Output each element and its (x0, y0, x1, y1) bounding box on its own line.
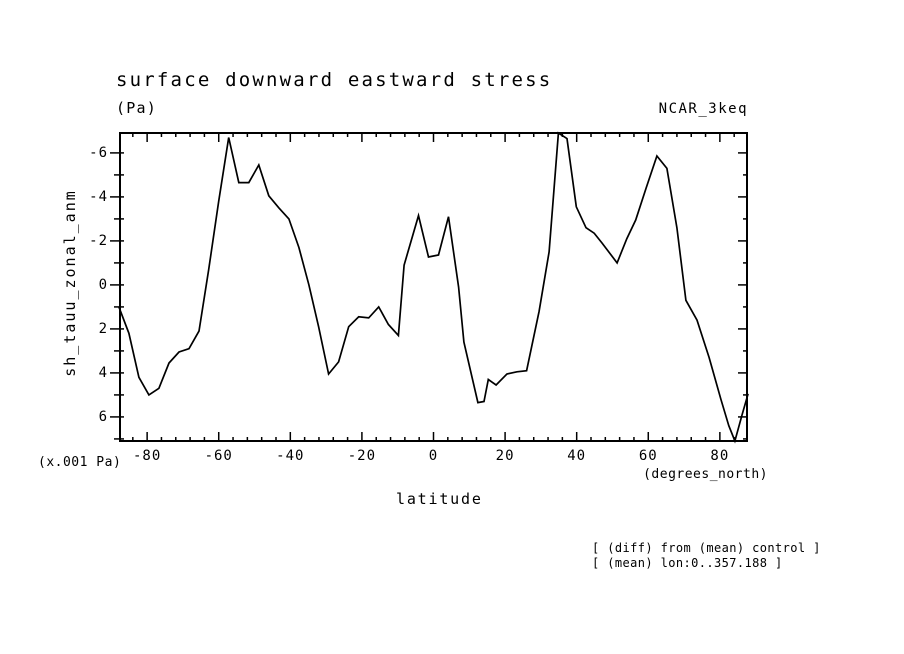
x-tick-label: -80 (132, 448, 162, 464)
x-tick-label: -20 (347, 448, 377, 464)
x-axis-title: latitude (396, 490, 483, 508)
y-tick-label: 6 (98, 408, 108, 425)
y-units-label: (Pa) (116, 99, 157, 117)
chart-title: surface downward eastward stress (116, 69, 553, 91)
x-tick-label: -40 (276, 448, 305, 464)
plot-area (119, 132, 748, 442)
y-tick-label: 0 (98, 276, 108, 293)
y-tick-label: 4 (98, 364, 108, 381)
footnote-mean-line: [ (mean) lon:0..357.188 ] (592, 556, 783, 570)
y-tick-label: -6 (89, 144, 108, 161)
data-series-line (119, 133, 748, 441)
y-tick-label: -4 (89, 188, 108, 205)
x-tick-label: 60 (638, 448, 658, 464)
x-tick-label: 80 (710, 448, 730, 464)
x-tick-label: 0 (428, 448, 439, 464)
y-tick-label: 2 (98, 320, 108, 337)
x-tick-label: 20 (495, 448, 515, 464)
plot-frame (120, 133, 747, 441)
footnote-diff-line: [ (diff) from (mean) control ] (592, 541, 821, 555)
y-axis-title: sh_tauu_zonal_anm (61, 189, 79, 377)
x-units-label: (degrees_north) (643, 467, 768, 482)
x-tick-label: 40 (567, 448, 587, 464)
line-chart (119, 132, 748, 442)
y-tick-label: -2 (89, 232, 108, 249)
x-tick-label: -60 (204, 448, 233, 464)
y-axis-scale-note: (x.001 Pa) (38, 455, 122, 470)
dataset-name-label: NCAR_3keq (658, 101, 748, 117)
